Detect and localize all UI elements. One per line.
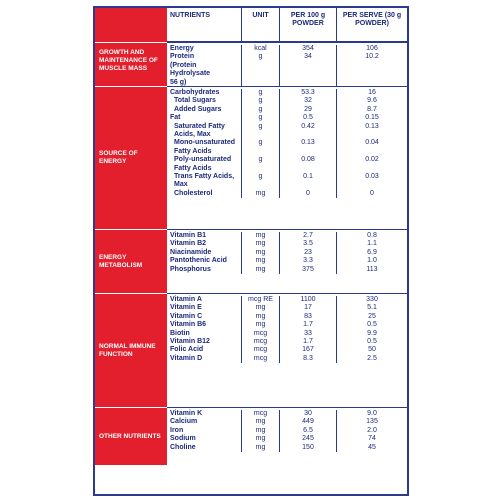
cell-unit: [241, 131, 279, 139]
cell-perServe: 135: [336, 418, 407, 426]
cell-unit: mg: [241, 232, 279, 240]
cell-unit: g: [241, 89, 279, 97]
cell-perServe: [336, 165, 407, 173]
cell-name: Sodium: [170, 435, 196, 443]
cell-perServe: 1.1: [336, 240, 407, 248]
cell-name: Vitamin E: [170, 304, 202, 312]
cell-perServe: 5.1: [336, 304, 407, 312]
cell-unit: mcg RE: [241, 296, 279, 304]
cell-unit: mg: [241, 444, 279, 452]
cell-unit: mcg: [241, 410, 279, 418]
cell-per100: [279, 131, 336, 139]
section-body: [167, 86, 407, 229]
cell-per100: 167: [279, 346, 336, 354]
cell-perServe: 25: [336, 313, 407, 321]
cell-unit: [241, 165, 279, 173]
cell-name: Vitamin B2: [170, 240, 207, 248]
cell-unit: [241, 62, 279, 79]
cell-perServe: 0.5: [336, 321, 407, 329]
cell-perServe: 106: [336, 45, 407, 53]
cell-perServe: 8.7: [336, 106, 407, 114]
cell-per100: 375: [279, 266, 336, 274]
cell-per100: 83: [279, 313, 336, 321]
cell-name: Fatty Acids: [174, 147, 212, 155]
header-left-spacer: [95, 8, 167, 42]
cell-per100: 0.13: [279, 139, 336, 147]
cell-perServe: 0.8: [336, 232, 407, 240]
cell-name: Added Sugars: [174, 105, 222, 113]
cell-perServe: 1.0: [336, 257, 407, 265]
cell-unit: mg: [241, 321, 279, 329]
cell-perServe: 9.0: [336, 410, 407, 418]
cell-name: Total Sugars: [174, 97, 216, 105]
cell-name: Poly-unsaturated: [174, 156, 232, 164]
cell-unit: mg: [241, 304, 279, 312]
cell-name: Calcium: [170, 418, 198, 426]
cell-unit: g: [241, 106, 279, 114]
cell-per100: 1.7: [279, 321, 336, 329]
section-label: SOURCE OF ENERGY: [95, 86, 167, 229]
cell-unit: g: [241, 173, 279, 190]
header-per-serve: PER SERVE (30 g POWDER): [336, 8, 407, 41]
cell-name: Fatty Acids: [174, 164, 212, 172]
cell-name: Biotin: [170, 329, 190, 337]
cell-per100: 6.5: [279, 427, 336, 435]
cell-unit: mg: [241, 427, 279, 435]
cell-name: Pantothenic Acid: [170, 257, 227, 265]
cell-unit: mg: [241, 266, 279, 274]
cell-name: Choline: [170, 443, 196, 451]
cell-name: Protein: [170, 53, 195, 61]
cell-name: Energy: [170, 45, 194, 52]
cell-per100: [279, 165, 336, 173]
cell-name: Carbohydrates: [170, 89, 220, 96]
cell-perServe: 74: [336, 435, 407, 443]
cell-name: Fat: [170, 114, 181, 122]
cell-perServe: 9.9: [336, 330, 407, 338]
cell-per100: 150: [279, 444, 336, 452]
cell-per100: 32: [279, 97, 336, 105]
header-nutrients: NUTRIENTS: [170, 12, 211, 19]
section-body: [167, 293, 407, 407]
cell-perServe: [336, 131, 407, 139]
cell-unit: mcg: [241, 330, 279, 338]
cell-unit: g: [241, 53, 279, 61]
cell-perServe: 9.6: [336, 97, 407, 105]
section-label: NORMAL IMMUNE FUNCTION: [95, 293, 167, 407]
header-per-100g: PER 100 g POWDER: [279, 8, 336, 41]
cell-unit: mg: [241, 257, 279, 265]
cell-name: Niacinamide: [170, 248, 212, 256]
cell-perServe: 330: [336, 296, 407, 304]
nutrition-table: [93, 6, 409, 496]
cell-name: Vitamin B1: [170, 232, 207, 239]
cell-unit: mg: [241, 190, 279, 198]
cell-perServe: 2.5: [336, 355, 407, 363]
cell-per100: 449: [279, 418, 336, 426]
cell-name: Iron: [170, 426, 184, 434]
cell-unit: [241, 148, 279, 156]
cell-name: (Protein Hydrolysate: [170, 61, 211, 78]
cell-name: Saturated Fatty: [174, 122, 225, 130]
cell-per100: 33: [279, 330, 336, 338]
cell-name: Vitamin A: [170, 296, 202, 303]
cell-perServe: 6.9: [336, 249, 407, 257]
cell-per100: 3.5: [279, 240, 336, 248]
cell-perServe: 0.13: [336, 123, 407, 131]
cell-per100: 0.5: [279, 114, 336, 122]
cell-unit: g: [241, 156, 279, 164]
cell-name: Vitamin K: [170, 410, 203, 417]
cell-perServe: 2.0: [336, 427, 407, 435]
cell-name: Acids, Max: [174, 131, 211, 139]
cell-name: 56 g): [170, 78, 187, 86]
cell-per100: [279, 148, 336, 156]
cell-per100: 2.7: [279, 232, 336, 240]
header-unit: UNIT: [241, 8, 279, 41]
cell-name: Vitamin D: [170, 354, 203, 362]
cell-perServe: 0.04: [336, 139, 407, 147]
cell-name: Trans Fatty Acids, Max: [174, 173, 235, 189]
cell-perServe: 0.02: [336, 156, 407, 164]
cell-per100: 0.08: [279, 156, 336, 164]
section-body: [167, 229, 407, 293]
section-label: ENERGY METABOLISM: [95, 229, 167, 293]
cell-per100: 0.1: [279, 173, 336, 190]
cell-per100: 29: [279, 106, 336, 114]
cell-unit: mg: [241, 240, 279, 248]
cell-per100: 1100: [279, 296, 336, 304]
cell-per100: 17: [279, 304, 336, 312]
cell-per100: 34: [279, 53, 336, 61]
cell-per100: 53.3: [279, 89, 336, 97]
cell-per100: 1.7: [279, 338, 336, 346]
cell-per100: 245: [279, 435, 336, 443]
cell-perServe: 45: [336, 444, 407, 452]
cell-unit: mg: [241, 435, 279, 443]
cell-per100: 0.42: [279, 123, 336, 131]
cell-per100: 354: [279, 45, 336, 53]
table-header: [167, 8, 407, 42]
cell-unit: g: [241, 123, 279, 131]
cell-perServe: 0.5: [336, 338, 407, 346]
cell-unit: mg: [241, 418, 279, 426]
cell-name: Vitamin B6: [170, 321, 207, 329]
cell-name: Mono-unsaturated: [174, 139, 236, 147]
cell-per100: 8.3: [279, 355, 336, 363]
cell-per100: 23: [279, 249, 336, 257]
cell-perServe: 0.03: [336, 173, 407, 190]
cell-unit: mg: [241, 249, 279, 257]
cell-unit: mcg: [241, 355, 279, 363]
section-label: OTHER NUTRIENTS: [95, 407, 167, 465]
cell-name: Vitamin B12: [170, 338, 210, 346]
cell-perServe: [336, 62, 407, 79]
cell-unit: mg: [241, 313, 279, 321]
section-body: [167, 407, 407, 465]
cell-perServe: 0: [336, 190, 407, 198]
section-body: [167, 42, 407, 86]
cell-per100: [279, 62, 336, 79]
cell-perServe: 0.15: [336, 114, 407, 122]
cell-unit: g: [241, 114, 279, 122]
cell-unit: g: [241, 139, 279, 147]
cell-per100: 0: [279, 190, 336, 198]
cell-perServe: 113: [336, 266, 407, 274]
cell-per100: 30: [279, 410, 336, 418]
cell-perServe: 50: [336, 346, 407, 354]
cell-perServe: 16: [336, 89, 407, 97]
cell-unit: g: [241, 97, 279, 105]
cell-perServe: [336, 148, 407, 156]
cell-per100: 3.3: [279, 257, 336, 265]
cell-perServe: 10.2: [336, 53, 407, 61]
cell-name: Folic Acid: [170, 346, 204, 354]
cell-unit: kcal: [241, 45, 279, 53]
cell-name: Vitamin C: [170, 312, 203, 320]
cell-unit: mcg: [241, 338, 279, 346]
cell-name: Cholesterol: [174, 189, 213, 197]
cell-name: Phosphorus: [170, 265, 211, 273]
section-label: GROWTH AND MAINTENANCE OF MUSCLE MASS: [95, 42, 167, 86]
cell-unit: mcg: [241, 346, 279, 354]
